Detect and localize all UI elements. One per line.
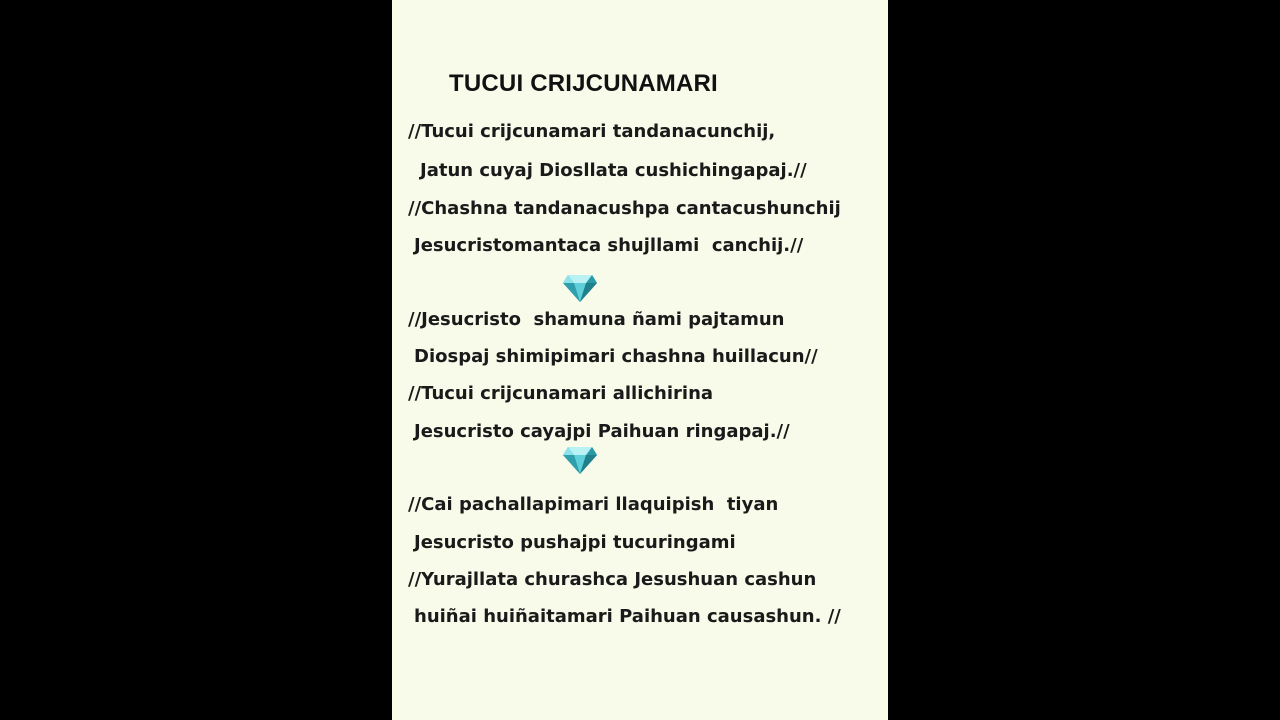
lyric-line: //Tucui crijcunamari tandanacunchij, [408, 121, 776, 142]
lyric-line: //Jesucristo shamuna ñami pajtamun [408, 309, 785, 330]
lyric-line: Jesucristo pushajpi tucuringami [414, 532, 736, 553]
gem-icon [562, 273, 598, 303]
lyric-line: Diospaj shimipimari chashna huillacun// [414, 346, 818, 367]
song-title: TUCUI CRIJCUNAMARI [449, 70, 718, 97]
lyric-line: //Cai pachallapimari llaquipish tiyan [408, 494, 779, 515]
lyric-line: //Tucui crijcunamari allichirina [408, 383, 714, 404]
lyric-line: //Chashna tandanacushpa cantacushunchij [408, 198, 841, 219]
lyric-line: Jesucristo cayajpi Paihuan ringapaj.// [414, 421, 790, 442]
lyric-line: huiñai huiñaitamari Paihuan causashun. // [414, 606, 841, 627]
lyric-line: Jatun cuyaj Diosllata cushichingapaj.// [420, 160, 807, 181]
lyric-line: //Yurajllata churashca Jesushuan cashun [408, 569, 817, 590]
document-page [392, 0, 888, 720]
gem-icon [562, 445, 598, 475]
lyric-line: Jesucristomantaca shujllami canchij.// [414, 235, 804, 256]
